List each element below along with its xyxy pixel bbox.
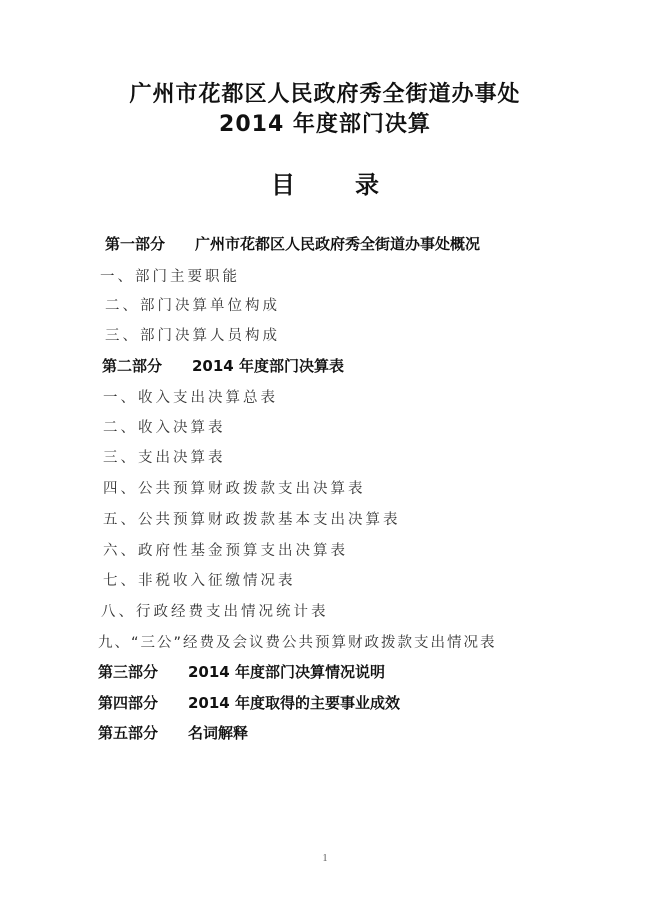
toc-part4-label: 第四部分 <box>98 694 159 712</box>
toc-item: 三、部门决算人员构成 <box>105 328 280 344</box>
toc-item: 八、行政经费支出情况统计表 <box>101 604 329 620</box>
toc-part5-label: 第五部分 <box>98 724 159 742</box>
toc-item: 七、非税收入征缴情况表 <box>103 573 296 589</box>
toc-part4-title: 2014 年度取得的主要事业成效 <box>188 694 400 712</box>
toc-part3-title: 2014 年度部门决算情况说明 <box>188 663 385 681</box>
toc-item: 二、收入决算表 <box>103 420 226 436</box>
toc-item: 九、“三公”经费及会议费公共预算财政拨款支出情况表 <box>98 635 497 651</box>
toc-heading <box>0 165 650 200</box>
toc-item: 一、部门主要职能 <box>100 269 240 285</box>
toc-part1-title: 广州市花都区人民政府秀全街道办事处概况 <box>195 235 481 253</box>
toc-part5 <box>98 722 248 743</box>
toc-part1-label: 第一部分 <box>105 235 166 253</box>
toc-part2-title: 2014 年度部门决算表 <box>192 357 344 375</box>
page-number: 1 <box>322 853 328 864</box>
toc-part2 <box>102 355 344 376</box>
toc-item: 五、公共预算财政拨款基本支出决算表 <box>103 512 401 528</box>
toc-part3 <box>98 661 385 682</box>
toc-heading-left: 目 <box>271 171 295 199</box>
toc-part4 <box>98 692 400 713</box>
document-title-line1: 广州市花都区人民政府秀全街道办事处 <box>129 82 521 107</box>
document-title-line2: 2014 年度部门决算 <box>219 112 431 137</box>
toc-item: 一、收入支出决算总表 <box>103 390 278 406</box>
toc-item: 二、部门决算单位构成 <box>105 298 280 314</box>
toc-item: 六、政府性基金预算支出决算表 <box>103 543 348 559</box>
toc-item: 三、支出决算表 <box>103 450 226 466</box>
toc-part1 <box>105 233 480 254</box>
toc-heading-right: 录 <box>355 171 379 199</box>
toc-part3-label: 第三部分 <box>98 663 159 681</box>
toc-part2-label: 第二部分 <box>102 357 163 375</box>
toc-part5-title: 名词解释 <box>188 724 249 742</box>
toc-item: 四、公共预算财政拨款支出决算表 <box>103 481 366 497</box>
